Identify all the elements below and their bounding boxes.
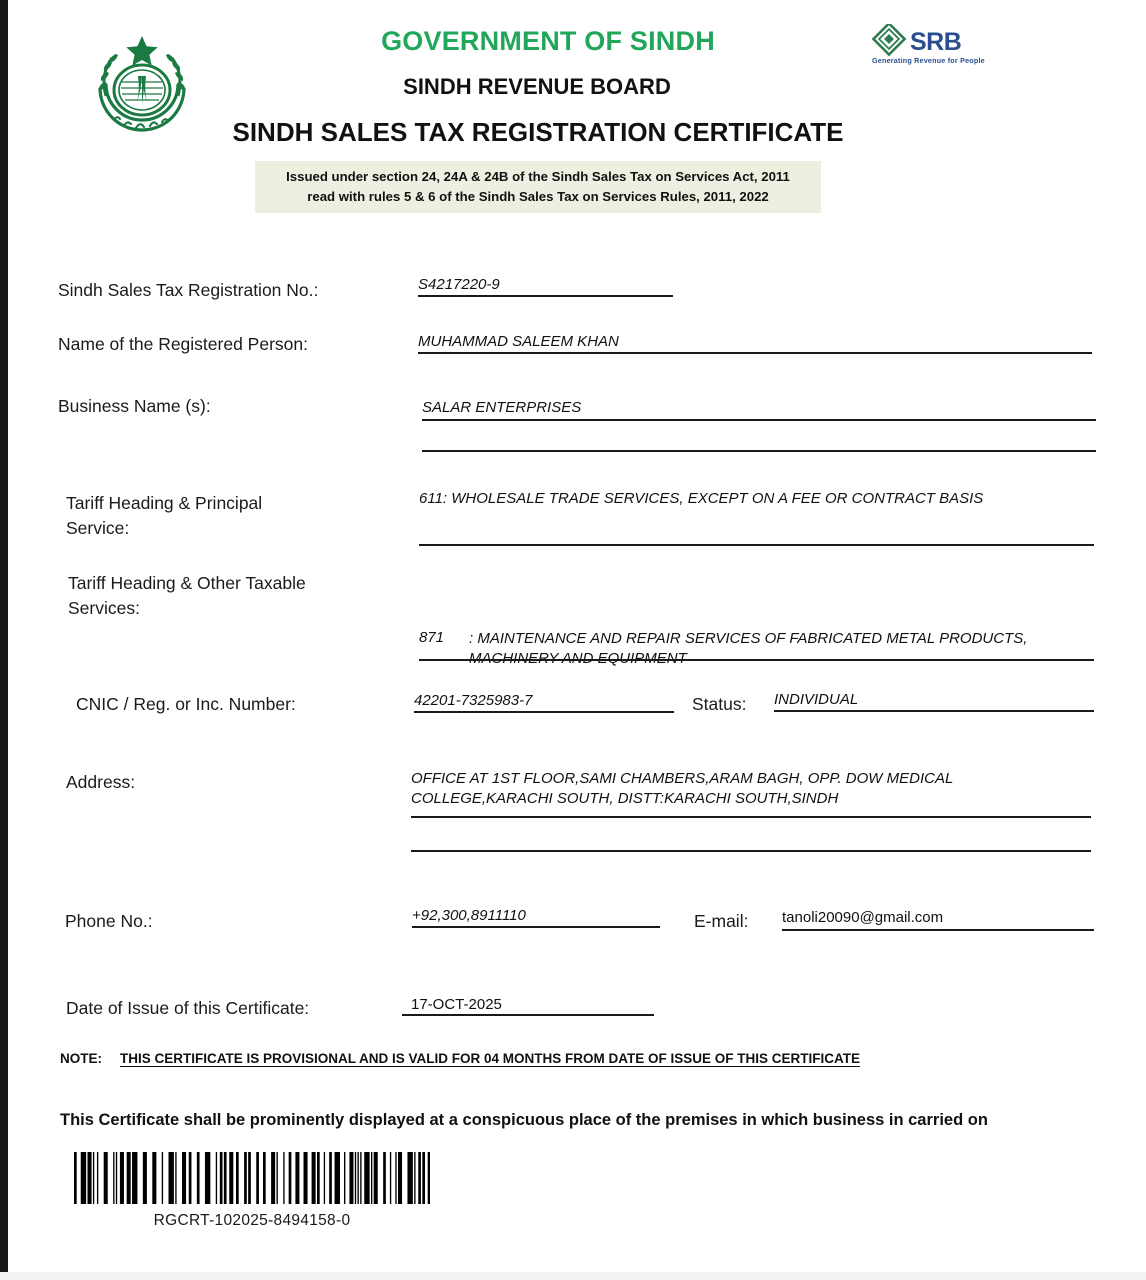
status-value: INDIVIDUAL [774,691,859,708]
principal-service-rule [419,544,1094,546]
page-left-edge [0,0,8,1272]
notice-line-2: read with rules 5 & 6 of the Sindh Sales Tax on Services Rules, 2011, 2022 [307,188,769,204]
certificate-sheet [8,0,1138,1272]
note-row [60,1051,860,1066]
other-services-label-line-2: Services: [68,598,140,619]
other-services-label [68,571,306,622]
other-services-code: 871 [419,629,445,646]
other-services-rule [419,659,1094,661]
date-of-issue-label: Date of Issue of this Certificate: [66,998,310,1018]
address-label: Address: [66,772,136,792]
email-value: tanoli20090@gmail.com [782,909,944,926]
address-rule-2 [411,850,1091,852]
board-title: SINDH REVENUE BOARD [403,74,671,99]
registration-no-label: Sindh Sales Tax Registration No.: [58,280,319,300]
cnic-rule [414,711,674,713]
page-bottom-edge [0,1272,1146,1280]
registered-person-value: MUHAMMAD SALEEM KHAN [418,333,619,350]
note-text: THIS CERTIFICATE IS PROVISIONAL AND IS VALID FOR 04 MONTHS FROM DATE OF ISSUE OF THIS CERTIFICATE [120,1051,861,1066]
registration-no-value: S4217220-9 [418,276,500,293]
cnic-label: CNIC / Reg. or Inc. Number: [76,694,296,714]
certificate-barcode-icon [74,1152,430,1204]
certificate-title: SINDH SALES TAX REGISTRATION CERTIFICATE [232,117,844,147]
registered-person-rule [418,352,1092,354]
phone-rule [412,926,660,928]
status-rule [774,710,1094,712]
business-name-value: SALAR ENTERPRISES [422,399,582,416]
address-value: OFFICE AT 1ST FLOOR,SAMI CHAMBERS,ARAM BAGH, OPP. DOW MEDICAL COLLEGE,KARACHI SOUTH, DISTT:KARACHI SOUTH,SINDH [411,770,954,807]
phone-value: +92,300,8911110 [412,907,526,924]
business-name-rule-1 [422,419,1096,421]
email-rule [782,929,1094,931]
cnic-value: 42201-7325983-7 [414,692,533,709]
date-of-issue-value: 17-OCT-2025 [411,996,502,1013]
registered-person-label: Name of the Registered Person: [58,334,308,354]
address-rule-1 [411,816,1091,818]
other-services-value: : MAINTENANCE AND REPAIR SERVICES OF FABRICATED METAL PRODUCTS, MACHINERY AND EQUIPMENT [469,630,1028,667]
email-label: E-mail: [694,911,749,931]
issued-under-notice [255,161,821,213]
notice-line-1: Issued under section 24, 24A & 24B of the Sindh Sales Tax on Services Act, 2011 [286,169,790,184]
phone-label: Phone No.: [65,911,153,931]
principal-service-label [66,491,262,542]
business-name-label: Business Name (s): [58,396,211,416]
principal-service-value: 611: WHOLESALE TRADE SERVICES, EXCEPT ON A FEE OR CONTRACT BASIS [419,490,984,507]
date-of-issue-rule [402,1014,654,1016]
note-label: NOTE: [60,1051,102,1066]
svg-text:SRB: SRB [910,28,962,56]
registration-no-rule [418,295,673,297]
barcode-block [74,1152,430,1230]
principal-service-label-line-2: Service: [66,518,130,539]
business-name-rule-2 [422,450,1096,452]
government-title: GOVERNMENT OF SINDH [381,26,715,56]
display-statement: This Certificate shall be prominently displayed at a conspicuous place of the premises in which business in carried on [60,1111,988,1129]
barcode-number: RGCRT-102025-8494158-0 [153,1212,351,1229]
svg-text:Generating Revenue for People: Generating Revenue for People [872,56,985,65]
other-services-label-line-1: Tariff Heading & Other Taxable [68,573,306,593]
status-label: Status: [692,694,747,714]
principal-service-label-line-1: Tariff Heading & Principal [66,493,263,513]
